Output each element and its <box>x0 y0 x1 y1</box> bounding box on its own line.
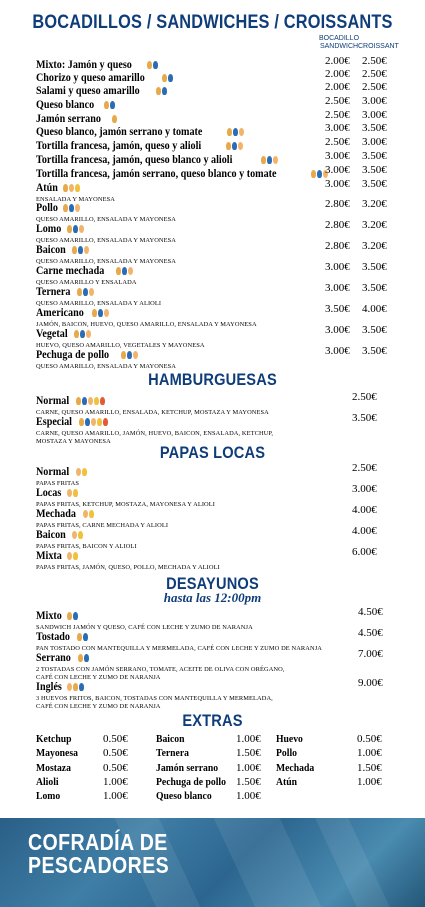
egg-icon <box>88 397 93 405</box>
allergen-icons <box>74 324 92 342</box>
lactose-icon <box>127 351 132 359</box>
lactose-icon <box>80 330 85 338</box>
item-price: 4.50€ <box>358 627 383 639</box>
price-croissant: 3.20€ <box>362 198 387 210</box>
price-croissant: 3.50€ <box>362 164 387 176</box>
allergen-icons <box>76 462 88 480</box>
section-title-extras: EXTRAS <box>182 711 243 730</box>
item-description: 3 HUEVOS FRITOS, BAICON, TOSTADAS CON MANTEQUILLA Y MERMELADA, <box>36 695 273 703</box>
extra-price: 0.50€ <box>357 733 382 745</box>
extra-price: 0.50€ <box>103 747 128 760</box>
egg-icon <box>238 142 243 150</box>
footer-brand-line1: COFRADÍA DE <box>28 829 168 855</box>
allergen-icons <box>76 391 106 409</box>
egg-icon <box>84 246 89 254</box>
item-name: Normal <box>36 466 70 478</box>
extra-name: Alioli <box>36 775 59 788</box>
price-bocadillo: 2.50€ <box>325 136 350 148</box>
item-description: CARNE, QUESO AMARILLO, JAMÓN, HUEVO, BAICON, ENSALADA, KETCHUP, <box>36 430 274 438</box>
allergen-icons <box>83 504 95 522</box>
price-croissant: 3.20€ <box>362 240 387 252</box>
allergen-icons <box>79 412 109 430</box>
item-description: JAMÓN, BAICON, HUEVO, QUESO AMARILLO, ENSALADA Y MAYONESA <box>36 321 257 329</box>
item-description: PAPAS FRITAS, CARNE MECHADA Y ALIOLI <box>36 522 169 530</box>
footer-banner <box>0 818 425 907</box>
sulphite-icon <box>100 397 105 405</box>
egg-icon <box>76 468 81 476</box>
allergen-icons <box>72 525 84 543</box>
item-price: 9.00€ <box>358 677 383 689</box>
allergen-icons <box>67 606 79 624</box>
item-price: 4.00€ <box>352 525 377 537</box>
extra-name: Atún <box>276 775 297 788</box>
extra-price: 1.50€ <box>236 747 261 760</box>
price-croissant: 3.50€ <box>362 324 387 336</box>
extra-name: Queso blanco <box>156 790 212 803</box>
egg-icon <box>67 552 72 560</box>
gluten-icon <box>78 654 83 662</box>
item-name: Especial <box>36 416 72 428</box>
item-price: 4.00€ <box>352 504 377 516</box>
price-croissant: 3.00€ <box>362 95 387 107</box>
gluten-icon <box>67 612 72 620</box>
lactose-icon <box>267 156 272 164</box>
footer-brand-line2: PESCADORES <box>28 852 170 878</box>
item-price: 2.50€ <box>352 391 377 403</box>
price-bocadillo: 2.80€ <box>325 219 350 231</box>
gluten-icon <box>73 683 78 691</box>
item-description: PAN TOSTADO CON MANTEQUILLA Y MERMELADA, CAFÉ CON LECHE Y ZUMO DE NARANJA <box>36 645 323 653</box>
item-name: Mixto: Jamón y queso <box>36 59 132 71</box>
price-bocadillo: 2.80€ <box>325 198 350 210</box>
price-bocadillo: 2.00€ <box>325 55 350 67</box>
extra-name: Mostaza <box>36 761 71 774</box>
gluten-icon <box>156 87 161 95</box>
gluten-icon <box>116 267 121 275</box>
mustard-icon <box>78 531 83 539</box>
extra-price: 0.50€ <box>103 733 128 745</box>
item-name: Baicon <box>36 244 66 256</box>
mustard-icon <box>75 184 80 192</box>
price-croissant: 2.50€ <box>362 81 387 93</box>
allergen-icons <box>72 240 90 258</box>
item-name: Atún <box>36 182 58 194</box>
lactose-icon <box>162 87 167 95</box>
allergen-icons <box>121 345 139 363</box>
price-bocadillo: 2.80€ <box>325 240 350 252</box>
extra-price: 1.00€ <box>236 761 261 774</box>
mustard-icon <box>97 418 102 426</box>
price-bocadillo: 3.50€ <box>325 303 350 315</box>
lactose-icon <box>84 654 89 662</box>
item-name: Jamón serrano <box>36 113 101 125</box>
item-price: 3.50€ <box>352 412 377 424</box>
mustard-icon <box>94 397 99 405</box>
price-croissant: 3.20€ <box>362 219 387 231</box>
price-croissant: 3.00€ <box>362 136 387 148</box>
footer-texture <box>312 818 398 907</box>
lactose-icon <box>110 101 115 109</box>
item-name: Queso blanco, jamón serrano y tomate <box>36 126 203 138</box>
price-croissant: 2.50€ <box>362 68 387 80</box>
price-croissant: 3.50€ <box>362 150 387 162</box>
lactose-icon <box>98 309 103 317</box>
allergen-icons <box>116 261 134 279</box>
item-name: Queso blanco <box>36 99 95 111</box>
item-description: QUESO AMARILLO, ENSALADA Y MAYONESA <box>36 258 177 266</box>
gluten-icon <box>77 288 82 296</box>
extra-price: 1.50€ <box>357 761 382 774</box>
item-price: 3.00€ <box>352 483 377 495</box>
egg-icon <box>89 288 94 296</box>
allergen-icons <box>78 648 90 666</box>
footer-texture <box>213 818 327 907</box>
extra-name: Jamón serrano <box>156 761 219 774</box>
egg-icon <box>69 184 74 192</box>
gluten-icon <box>74 330 79 338</box>
item-description: CAFÉ CON LECHE Y ZUMO DE NARANJA <box>36 703 161 711</box>
item-price: 7.00€ <box>358 648 383 660</box>
price-croissant: 2.50€ <box>362 55 387 67</box>
gluten-icon <box>77 633 82 641</box>
lactose-icon <box>317 170 322 178</box>
mustard-icon <box>89 510 94 518</box>
egg-icon <box>128 267 133 275</box>
gluten-icon <box>79 418 84 426</box>
footer-brand <box>28 831 169 877</box>
price-bocadillo: 3.00€ <box>325 282 350 294</box>
column-header-sandwich: SANDWICH <box>319 43 359 50</box>
gluten-icon <box>226 142 231 150</box>
allergen-icons <box>67 677 85 695</box>
item-description: QUESO AMARILLO, ENSALADA Y MAYONESA <box>36 216 177 224</box>
price-bocadillo: 3.00€ <box>325 150 350 162</box>
item-name: Baicon <box>36 529 66 541</box>
egg-icon <box>239 128 244 136</box>
extra-name: Mechada <box>276 761 315 774</box>
price-bocadillo: 2.00€ <box>325 81 350 93</box>
item-description: PAPAS FRITAS, KETCHUP, MOSTAZA, MAYONESA Y ALIOLI <box>36 501 215 509</box>
papas-item <box>36 546 220 572</box>
price-croissant: 3.50€ <box>362 122 387 134</box>
extra-name: Ternera <box>156 747 189 760</box>
item-description: PAPAS FRITAS, JAMÓN, QUESO, POLLO, MECHADA Y ALIOLI <box>36 564 220 572</box>
lactose-icon <box>73 225 78 233</box>
price-croissant: 3.50€ <box>362 178 387 190</box>
gluten-icon <box>121 351 126 359</box>
item-description: SANDWICH JAMÓN Y QUESO, CAFÉ CON LECHE Y ZUMO DE NARANJA <box>36 624 253 632</box>
item-name: Serrano <box>36 652 71 664</box>
item-name: Mixta <box>36 550 62 562</box>
item-price: 4.50€ <box>358 606 383 618</box>
allergen-icons <box>67 483 79 501</box>
item-description: QUESO AMARILLO, ENSALADA Y MAYONESA <box>36 237 177 245</box>
allergen-icons <box>63 198 81 216</box>
item-description: 2 TOSTADAS CON JAMÓN SERRANO, TOMATE, ACEITE DE OLIVA CON ORÉGANO, <box>36 666 285 674</box>
egg-icon <box>79 225 84 233</box>
egg-icon <box>91 418 96 426</box>
price-bocadillo: 3.00€ <box>325 164 350 176</box>
mustard-icon <box>73 552 78 560</box>
item-name: Inglés <box>36 681 62 693</box>
price-bocadillo: 2.00€ <box>325 68 350 80</box>
egg-icon <box>86 330 91 338</box>
gluten-icon <box>63 184 68 192</box>
lactose-icon <box>168 74 173 82</box>
extra-name: Huevo <box>276 733 303 745</box>
extra-name: Baicon <box>156 733 185 745</box>
price-bocadillo: 2.50€ <box>325 95 350 107</box>
sandwich-item <box>36 345 176 371</box>
egg-icon <box>72 531 77 539</box>
mustard-icon <box>73 489 78 497</box>
gluten-icon <box>63 204 68 212</box>
item-price: 2.50€ <box>352 462 377 474</box>
lactose-icon <box>83 288 88 296</box>
extra-price: 1.00€ <box>236 733 261 745</box>
item-name: Ternera <box>36 286 71 298</box>
extra-name: Mayonesa <box>36 747 78 760</box>
extra-price: 1.00€ <box>103 775 128 788</box>
price-croissant: 4.00€ <box>362 303 387 315</box>
price-bocadillo: 3.00€ <box>325 345 350 357</box>
gluten-icon <box>227 128 232 136</box>
section-title-sandwiches: BOCADILLOS / SANDWICHES / CROISSANTS <box>32 12 393 33</box>
price-bocadillo: 3.00€ <box>325 122 350 134</box>
item-name: Salami y queso amarillo <box>36 85 140 97</box>
item-description: QUESO AMARILLO, ENSALADA Y ALIOLI <box>36 300 162 308</box>
price-bocadillo: 2.50€ <box>325 109 350 121</box>
item-description: QUESO AMARILLO, ENSALADA Y MAYONESA <box>36 363 177 371</box>
mustard-icon <box>82 468 87 476</box>
price-croissant: 3.50€ <box>362 261 387 273</box>
egg-icon <box>133 351 138 359</box>
egg-icon <box>83 510 88 518</box>
gluten-icon <box>92 309 97 317</box>
column-header-bocadillo: BOCADILLO <box>318 35 360 42</box>
item-name: Tortilla francesa, jamón, queso blanco y alioli <box>36 154 233 166</box>
extra-name: Pollo <box>276 747 297 760</box>
item-description: PAPAS FRITAS <box>36 480 80 488</box>
egg-icon <box>75 204 80 212</box>
burger-item <box>36 412 273 446</box>
item-name: Pollo <box>36 202 58 214</box>
item-name: Mixto <box>36 610 62 622</box>
item-description: CARNE, QUESO AMARILLO, ENSALADA, KETCHUP, MOSTAZA Y MAYONESA <box>36 409 269 417</box>
lactose-icon <box>122 267 127 275</box>
allergen-icons <box>67 219 85 237</box>
extra-price: 1.00€ <box>357 747 382 760</box>
item-name: Tortilla francesa, jamón, queso y alioli <box>36 140 202 152</box>
item-description: HUEVO, QUESO AMARILLO, VEGETALES Y MAYONESA <box>36 342 205 350</box>
item-description: MOSTAZA Y MAYONESA <box>36 438 111 446</box>
desayunos-subtitle: hasta las 12:00pm <box>163 590 262 605</box>
gluten-icon <box>104 101 109 109</box>
price-bocadillo: 3.00€ <box>325 324 350 336</box>
extra-name: Ketchup <box>36 733 72 745</box>
column-header-croissant: CROISSANT <box>358 43 399 50</box>
extra-name: Pechuga de pollo <box>156 775 226 788</box>
item-name: Vegetal <box>36 328 68 340</box>
lactose-icon <box>82 397 87 405</box>
item-name: Chorizo y queso amarillo <box>36 72 145 84</box>
item-name: Lomo <box>36 223 62 235</box>
price-croissant: 3.50€ <box>362 282 387 294</box>
section-title-burgers: HAMBURGUESAS <box>148 370 277 389</box>
item-name: Tortilla francesa, jamón serrano, queso blanco y tomate <box>36 168 277 180</box>
allergen-icons <box>156 81 168 99</box>
price-croissant: 3.00€ <box>362 109 387 121</box>
egg-icon <box>67 489 72 497</box>
lactose-icon <box>232 142 237 150</box>
price-bocadillo: 3.00€ <box>325 178 350 190</box>
section-title-papas: PAPAS LOCAS <box>159 443 266 462</box>
lactose-icon <box>233 128 238 136</box>
egg-icon <box>104 309 109 317</box>
extra-price: 1.00€ <box>236 790 261 803</box>
gluten-icon <box>311 170 316 178</box>
lactose-icon <box>69 204 74 212</box>
lactose-icon <box>78 246 83 254</box>
item-name: Normal <box>36 395 70 407</box>
item-name: Locas <box>36 487 62 499</box>
column-header-bocadillo-sandwich <box>318 35 360 51</box>
item-name: Mechada <box>36 508 76 520</box>
item-description: QUESO AMARILLO Y ENSALADA <box>36 279 137 287</box>
allergen-icons <box>77 282 95 300</box>
sulphite-icon <box>103 418 108 426</box>
price-croissant: 3.50€ <box>362 345 387 357</box>
lactose-icon <box>83 633 88 641</box>
lactose-icon <box>79 683 84 691</box>
item-name: Tostado <box>36 631 70 643</box>
egg-icon <box>273 156 278 164</box>
extra-price: 0.50€ <box>103 761 128 774</box>
item-name: Pechuga de pollo <box>36 349 110 361</box>
section-title-desayunos: DESAYUNOS <box>166 574 259 593</box>
gluten-icon <box>261 156 266 164</box>
desayuno-item <box>36 677 273 711</box>
extra-price: 1.50€ <box>236 775 261 788</box>
gluten-icon <box>72 246 77 254</box>
gluten-icon <box>76 397 81 405</box>
item-price: 6.00€ <box>352 546 377 558</box>
gluten-icon <box>67 225 72 233</box>
item-description: PAPAS FRITAS, BAICON Y ALIOLI <box>36 543 137 551</box>
allergen-icons <box>92 303 110 321</box>
extra-price: 1.00€ <box>103 790 128 803</box>
extra-price: 1.00€ <box>357 775 382 788</box>
item-name: Americano <box>36 307 84 319</box>
item-name: Carne mechada <box>36 265 105 277</box>
allergen-icons <box>63 178 81 196</box>
item-description: ENSALADA Y MAYONESA <box>36 196 115 204</box>
extra-name: Lomo <box>36 790 61 803</box>
price-bocadillo: 3.00€ <box>325 261 350 273</box>
item-description: CAFÉ CON LECHE Y ZUMO DE NARANJA <box>36 674 161 682</box>
allergen-icons <box>77 627 89 645</box>
egg-icon <box>67 683 72 691</box>
allergen-icons <box>67 546 79 564</box>
lactose-icon <box>73 612 78 620</box>
lactose-icon <box>85 418 90 426</box>
